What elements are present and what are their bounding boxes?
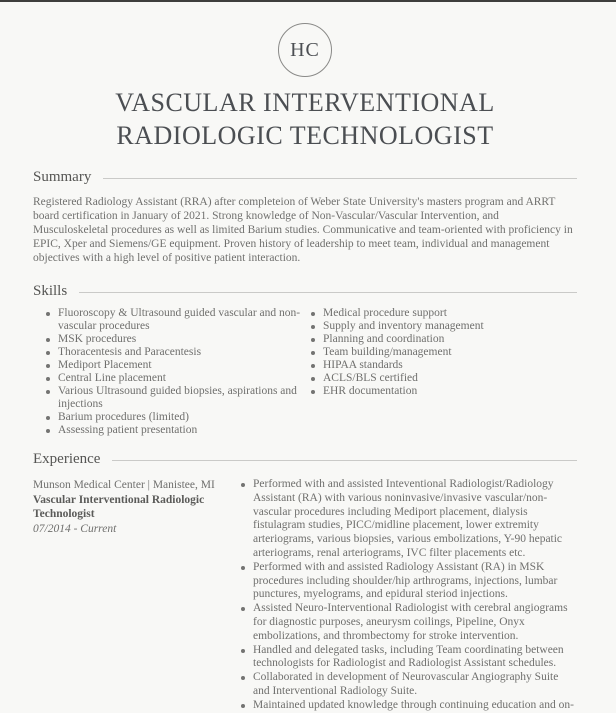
experience-bullet: Performed with and assisted Inteventional Radiologist/Radiology Assistant (RA) with various noninvasive/invasive vascular/non-vascular procedures including Mediport placement, dialysis fistulagram studies, PICC/midline placement, lower extremity arteriograms, various biopsies, various embolizations, Y-90 hepatic arteriograms, renal arteriograms, IVC filter placements etc. (238, 478, 577, 561)
skills-divider (79, 292, 577, 293)
experience-divider (112, 460, 577, 461)
skill-item: Supply and inventory management (308, 320, 577, 333)
experience-bullet: Collaborated in development of Neurovascular Angiography Suite and Interventional Radiology Suite. (238, 671, 577, 699)
experience-bullet-list (238, 478, 577, 713)
summary-divider (103, 178, 577, 179)
employer-location: Munson Medical Center | Manistee, MI (33, 479, 215, 491)
summary-section (33, 168, 577, 265)
experience-bullet: Performed with and assisted Radiology Assistant (RA) in MSK procedures including shoulder/hip arthrograms, injections, lumbar punctures, myelograms, and epidural steriod injections. (238, 561, 577, 602)
page-title-line-2: RADIOLOGIC TECHNOLOGIST (116, 121, 494, 150)
skill-item: Assessing patient presentation (43, 424, 308, 437)
skill-item: Medical procedure support (308, 307, 577, 320)
skill-item: Planning and coordination (308, 333, 577, 346)
experience-bullet: Assisted Neuro-Interventional Radiologist with cerebral angiograms for diagnostic purposes, aneurysm coilings, Pipeline, Onyx embolizations, and thrombectomy for stroke intervention. (238, 602, 577, 643)
experience-entry (33, 478, 577, 713)
experience-bullet: Handled and delegated tasks, including Team coordinating between technologists for Radiologist and Radiologist Assistant schedules. (238, 644, 577, 672)
experience-section (33, 450, 577, 713)
skills-heading-row (33, 282, 577, 301)
skills-list-left (33, 307, 308, 437)
skill-item: Various Ultrasound guided biopsies, aspirations and injections (43, 385, 308, 411)
skills-section (33, 282, 577, 437)
monogram-initials: HC (290, 38, 320, 61)
skill-item: Barium procedures (limited) (43, 411, 308, 424)
experience-entry-meta (33, 478, 238, 713)
skill-item: Thoracentesis and Paracentesis (43, 346, 308, 359)
skill-item: Team building/management (308, 346, 577, 359)
page-title-line-1: VASCULAR INTERVENTIONAL (115, 88, 495, 117)
top-accent-line (0, 0, 616, 2)
skill-item: Fluoroscopy & Ultrasound guided vascular and non-vascular procedures (43, 307, 308, 333)
page-title (33, 86, 577, 152)
summary-text: Registered Radiology Assistant (RRA) after completeion of Weber State University's masters program and ARRT board certification in January of 2021. Strong knowledge of Non-Vascular/Vascular Intervention, and Musculoskeletal procedures as well as limited Barium studies. Communicative and team-oriented with proficiency in EPIC, Xper and Siemens/GE equipment. Proven history of leadership to meet team, individual and management objectives with a high level of positive patient interaction. (33, 196, 573, 264)
skill-item: EHR documentation (308, 385, 577, 398)
employment-dates: 07/2014 - Current (33, 522, 117, 535)
skill-item: HIPAA standards (308, 359, 577, 372)
summary-heading: Summary (33, 169, 92, 185)
skill-item: ACLS/BLS certified (308, 372, 577, 385)
resume-document (0, 23, 616, 713)
summary-heading-row (33, 168, 577, 187)
monogram-circle (278, 23, 332, 77)
experience-heading-row (33, 450, 577, 469)
experience-bullet: Maintained updated knowledge through continuing education and on- (238, 699, 577, 713)
skill-item: Central Line placement (43, 372, 308, 385)
skill-item: Mediport Placement (43, 359, 308, 372)
skills-list-right (308, 307, 577, 437)
job-title: Vascular Interventional Radiologic Technologist (33, 493, 205, 520)
skills-heading: Skills (33, 283, 68, 299)
experience-heading: Experience (33, 451, 101, 467)
skills-columns (33, 307, 577, 437)
skill-item: MSK procedures (43, 333, 308, 346)
